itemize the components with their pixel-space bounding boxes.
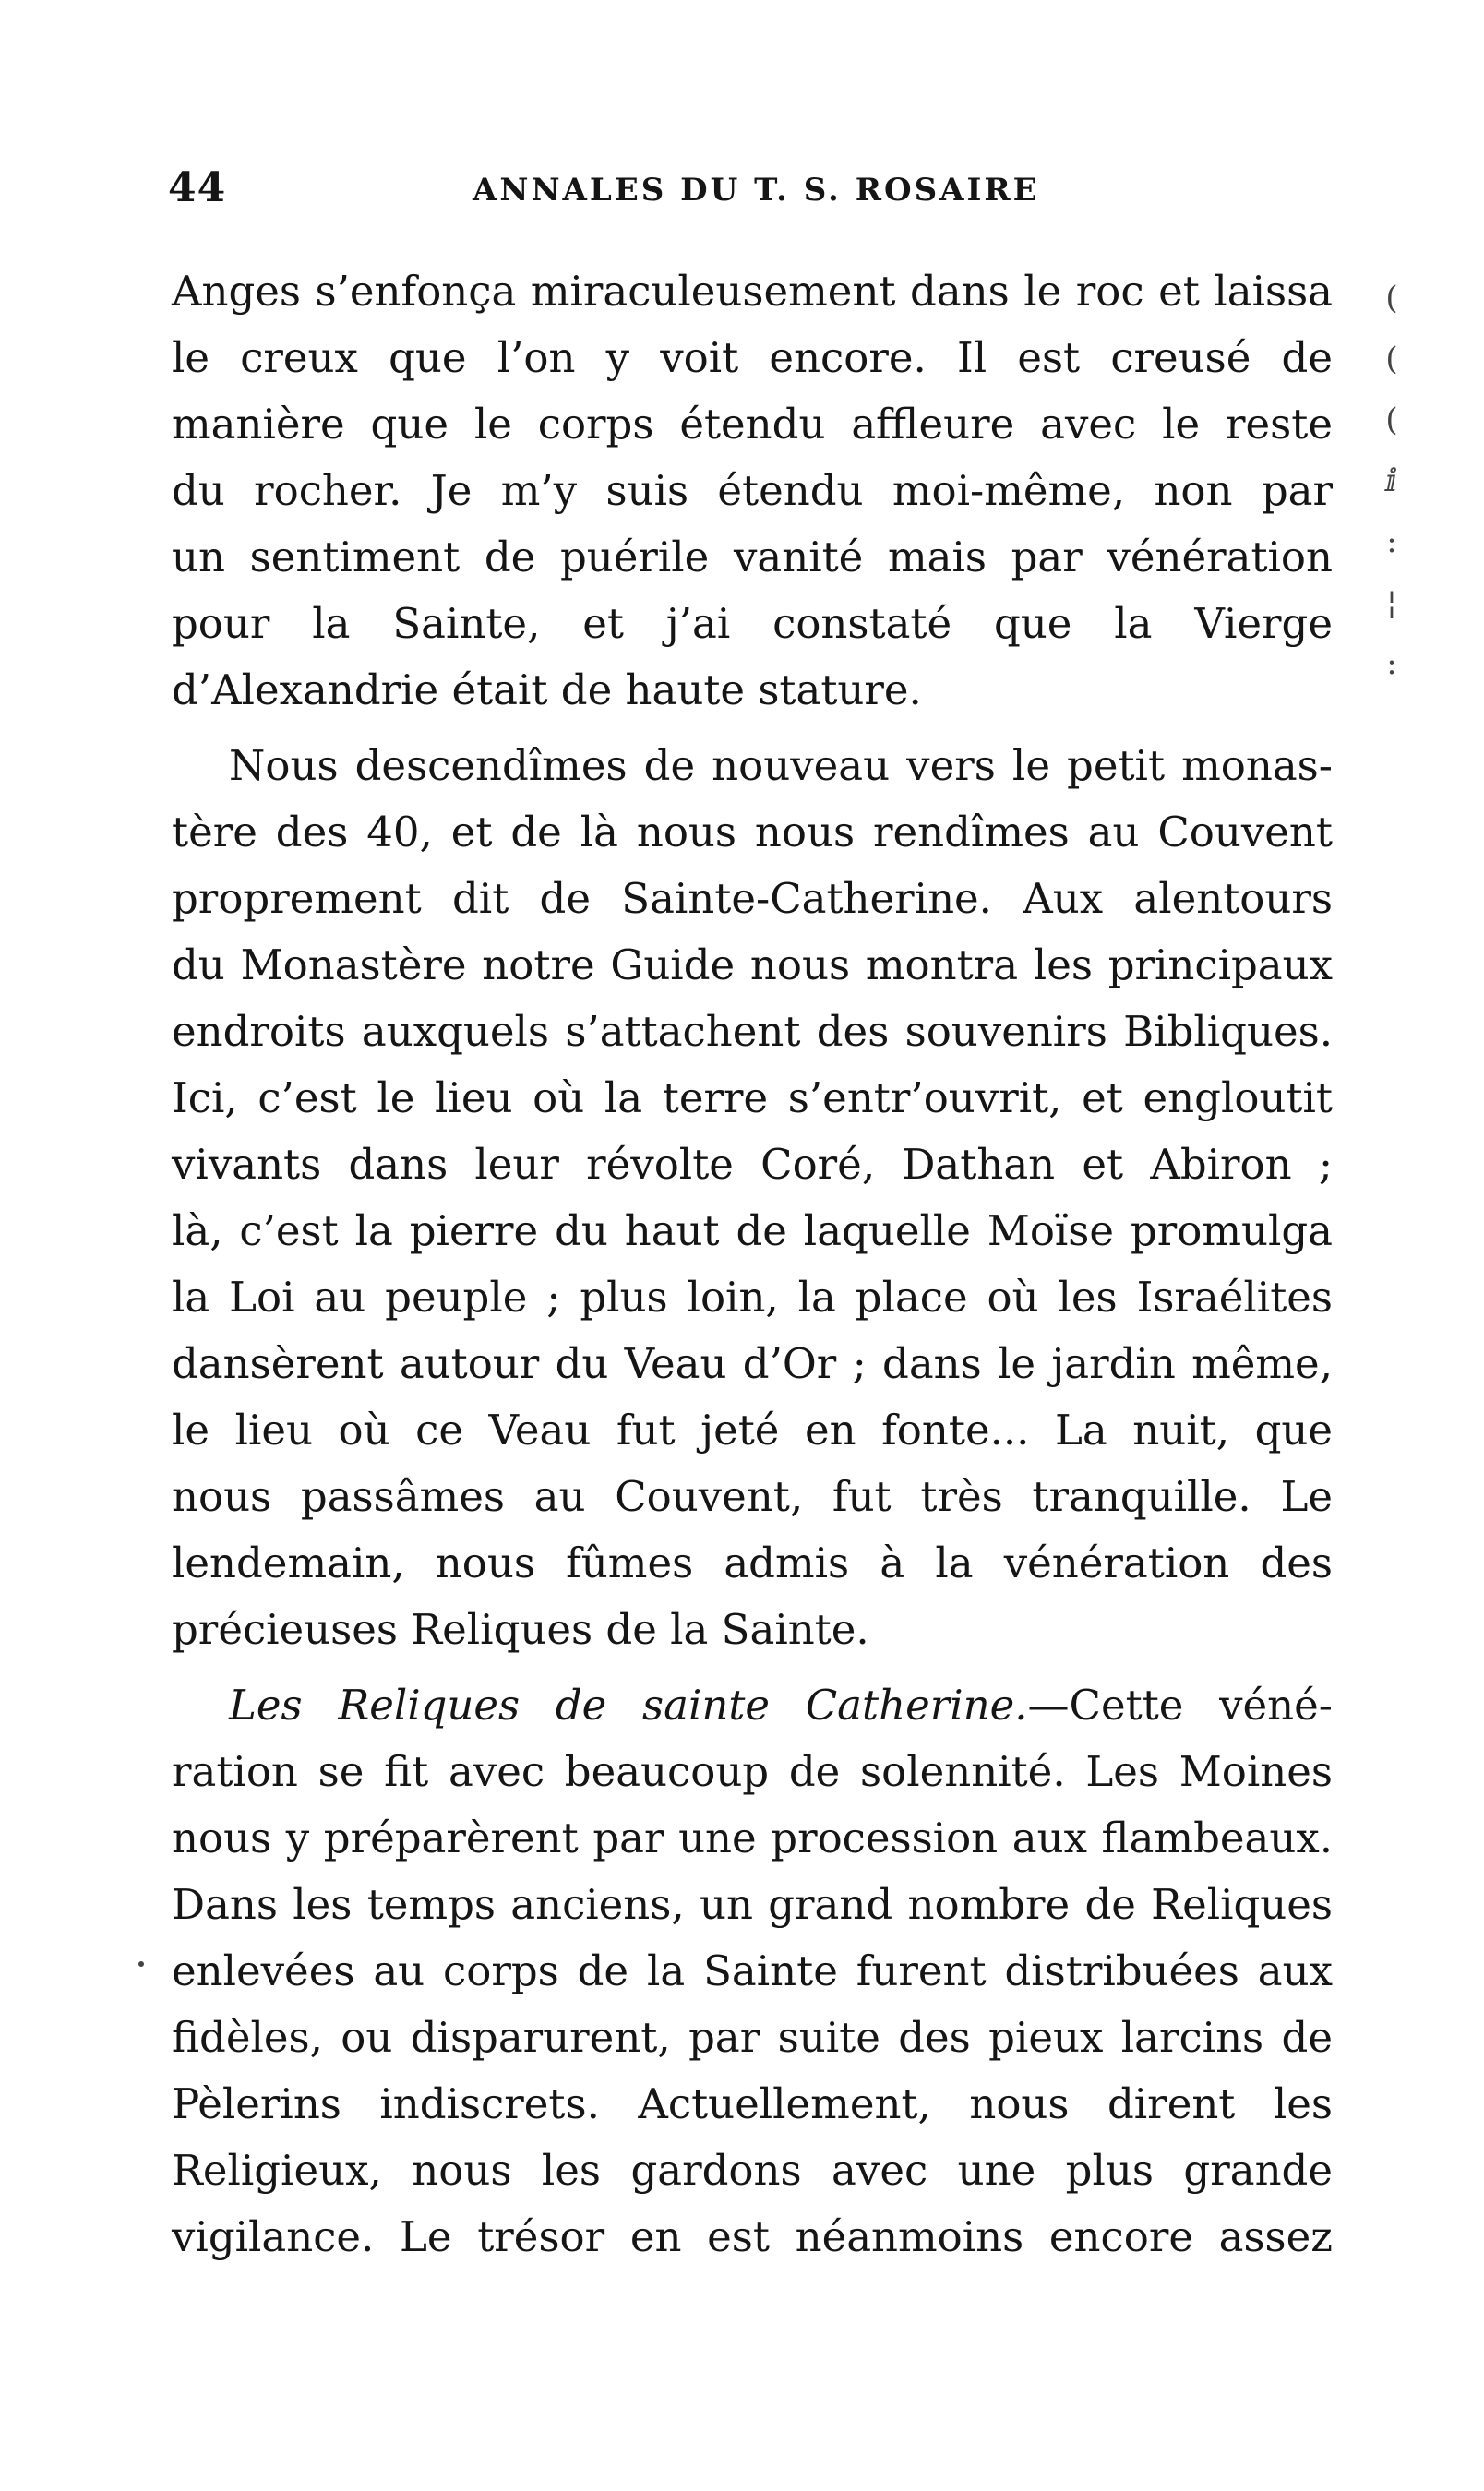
text-line: du Monastère notre Guide nous montra les principaux <box>172 940 1333 989</box>
paragraph-gap <box>172 724 1333 733</box>
text-line: endroits auxquels s’attachent des souvenirs Bibliques. <box>172 1007 1333 1056</box>
text-line: manière que le corps étendu affleure avec le reste <box>172 400 1333 449</box>
text-line: le lieu où ce Veau fut jeté en fonte... La nuit, que <box>172 1406 1333 1455</box>
text-line: précieuses Reliques de la Sainte. <box>172 1605 869 1654</box>
margin-mark: ( <box>1385 341 1398 377</box>
running-title: ANNALES DU T. S. ROSAIRE <box>473 172 1040 209</box>
text-line: d’Alexandrie était de haute stature. <box>172 665 922 714</box>
text-line: nous passâmes au Couvent, fut très tranquille. Le <box>172 1472 1333 1521</box>
text-line: lendemain, nous fûmes admis à la vénération des <box>172 1539 1333 1587</box>
margin-bleed-marks <box>1373 268 1410 694</box>
text-line: Ici, c’est le lieu où la terre s’entr’ouvrit, et engloutit <box>172 1073 1333 1122</box>
text-line: nous y préparèrent par une procession aux flambeaux. <box>172 1814 1333 1862</box>
margin-mark: ( <box>1385 401 1398 438</box>
text-line: un sentiment de puérile vanité mais par vénération <box>172 533 1333 581</box>
margin-mark: ⅈ <box>1385 462 1398 499</box>
section-heading: Les Reliques de sainte Catherine. <box>229 1681 1028 1730</box>
text-line: la Loi au peuple ; plus loin, la place où les Israélites <box>172 1273 1333 1322</box>
text-line: du rocher. Je m’y suis étendu moi-même, non par <box>172 466 1333 515</box>
text-line: là, c’est la pierre du haut de laquelle Moïse promulga <box>172 1206 1333 1255</box>
text-line: Nous descendîmes de nouveau vers le petit monas- <box>229 741 1333 790</box>
page-number: 44 <box>168 164 227 211</box>
text-line: dansèrent autour du Veau d’Or ; dans le jardin même, <box>172 1339 1333 1388</box>
text-line: Religieux, nous les gardons avec une plus grande <box>172 2146 1333 2195</box>
page-header <box>168 164 1340 229</box>
scan-speck <box>138 1961 144 1967</box>
margin-mark: : <box>1386 645 1397 682</box>
text-line: tère des 40, et de là nous nous rendîmes au Couvent <box>172 808 1333 856</box>
margin-mark: ¦ <box>1386 584 1397 621</box>
margin-mark: ( <box>1385 280 1398 317</box>
text-line: vigilance. Le trésor en est néanmoins encore assez <box>172 2212 1333 2261</box>
text-line: le creux que l’on y voit encore. Il est creusé de <box>172 333 1333 382</box>
margin-mark: : <box>1386 523 1397 560</box>
text-line: pour la Sainte, et j’ai constaté que la Vierge <box>172 599 1333 648</box>
text-line-with-heading <box>172 1672 1333 1739</box>
text-line: Pèlerins indiscrets. Actuellement, nous dirent les <box>172 2079 1333 2128</box>
text-line: vivants dans leur révolte Coré, Dathan et Abiron ; <box>172 1140 1333 1189</box>
text-line: Anges s’enfonça miraculeusement dans le roc et laissa <box>172 267 1333 316</box>
body-text <box>172 258 1333 2270</box>
paragraph-gap <box>172 1663 1333 1672</box>
text-line: fidèles, ou disparurent, par suite des pieux larcins de <box>172 2013 1333 2062</box>
text-line: proprement dit de Sainte-Catherine. Aux alentours <box>172 874 1333 923</box>
text-line: —Cette véné- <box>1027 1681 1334 1730</box>
text-line: ration se fit avec beaucoup de solennité. Les Moines <box>172 1747 1333 1796</box>
text-line: enlevées au corps de la Sainte furent distribuées aux <box>172 1946 1333 1995</box>
text-line: Dans les temps anciens, un grand nombre de Reliques <box>172 1880 1333 1929</box>
